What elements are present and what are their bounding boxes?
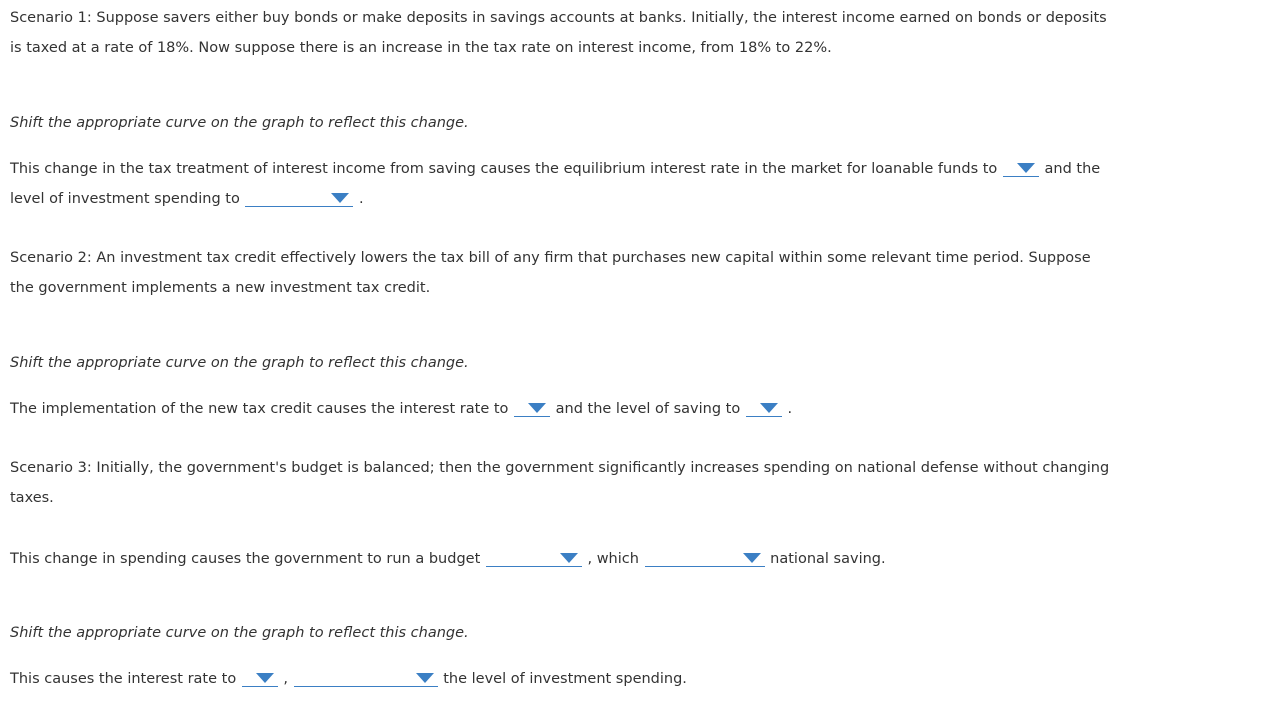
scenario1-text-line1: Scenario 1: Suppose savers either buy bonds or make deposits in savings accounts at banks. Initially, the interest income earned on bonds or deposits: [10, 10, 1107, 26]
scenario2-question: [10, 398, 792, 419]
s3-interest-rate-dropdown[interactable]: [242, 668, 278, 687]
chevron-down-icon: [560, 553, 578, 563]
scenario1-question-line2: [10, 188, 364, 209]
chevron-down-icon: [743, 553, 761, 563]
chevron-down-icon: [416, 673, 434, 683]
scenario2-text-line1: Scenario 2: An investment tax credit effectively lowers the tax bill of any firm that purchases new capital within some relevant time period. Suppose: [10, 250, 1091, 266]
scenario3-question-text: ,: [283, 671, 289, 687]
scenario2-question-text: and the level of saving to: [555, 401, 741, 417]
scenario3-text-line2: taxes.: [10, 490, 54, 506]
scenario3-text-line1: Scenario 3: Initially, the government's budget is balanced; then the government significantly increases spending on national defense without changing: [10, 460, 1110, 476]
chevron-down-icon: [256, 673, 274, 683]
scenario2-text-line2: the government implements a new investment tax credit.: [10, 280, 431, 296]
s1-interest-rate-dropdown[interactable]: [1003, 158, 1039, 177]
scenario3-question1: [10, 548, 886, 569]
scenario3-question2: [10, 668, 687, 689]
chevron-down-icon: [331, 193, 349, 203]
scenario3-instruction: Shift the appropriate curve on the graph to reflect this change.: [10, 625, 469, 641]
s3-investment-dropdown[interactable]: [294, 668, 438, 687]
scenario3-question-text: national saving.: [770, 551, 886, 567]
scenario1-question-text: .: [359, 191, 364, 207]
scenario2-question-text: The implementation of the new tax credit causes the interest rate to: [10, 401, 509, 417]
chevron-down-icon: [1017, 163, 1035, 173]
scenario1-question-text: level of investment spending to: [10, 191, 240, 207]
scenario3-question-text: the level of investment spending.: [443, 671, 687, 687]
scenario2-question-text: .: [787, 401, 793, 417]
scenario1-instruction: Shift the appropriate curve on the graph to reflect this change.: [10, 115, 469, 131]
chevron-down-icon: [528, 403, 546, 413]
scenario1-question-text: This change in the tax treatment of interest income from saving causes the equilibrium interest rate in the market for loanable funds to: [10, 161, 998, 177]
scenario3-question-text: This causes the interest rate to: [10, 671, 237, 687]
s3-national-saving-dropdown[interactable]: [645, 548, 765, 567]
s2-interest-rate-dropdown[interactable]: [514, 398, 550, 417]
s2-saving-dropdown[interactable]: [746, 398, 782, 417]
scenario3-question-text: , which: [587, 551, 639, 567]
scenario1-text-line2: is taxed at a rate of 18%. Now suppose there is an increase in the tax rate on interest income, from 18% to 22%.: [10, 40, 832, 56]
s3-budget-dropdown[interactable]: [486, 548, 582, 567]
scenario2-instruction: Shift the appropriate curve on the graph to reflect this change.: [10, 355, 469, 371]
scenario1-question-text: and the: [1044, 161, 1101, 177]
scenario3-question-text: This change in spending causes the government to run a budget: [10, 551, 481, 567]
s1-investment-dropdown[interactable]: [245, 188, 353, 207]
scenario1-question-line1: [10, 158, 1100, 179]
chevron-down-icon: [760, 403, 778, 413]
